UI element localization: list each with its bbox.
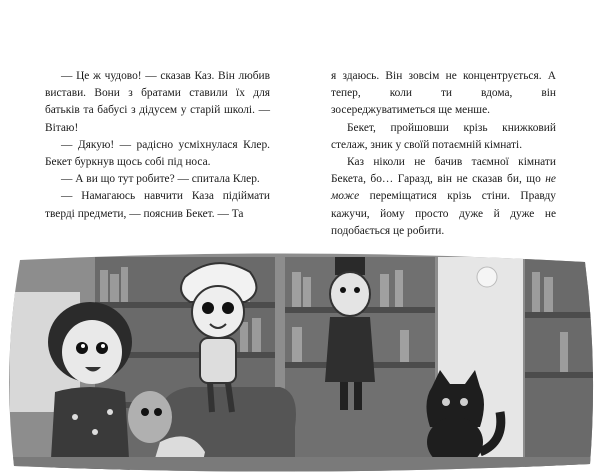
paragraph: — Дякую! — радісно усміхнулася Клер. Бекет буркнув щось собі під носа.	[45, 138, 270, 169]
bookshelf-right	[525, 257, 600, 467]
ghost-kids-library-illustration	[0, 252, 600, 475]
left-text-column	[45, 68, 270, 223]
paragraph: Бекет, пройшовши крізь книжковий стелаж, зник у своїй потаємній кімнаті.	[331, 121, 556, 151]
paragraph: я здаюсь. Він зовсім не концентрується. А тепер, коли ти вдома, він зосереджуватиметься ще менше.	[331, 70, 556, 117]
right-text-column	[331, 68, 556, 240]
paragraph: — Намагаюсь навчити Каза підіймати тверді предмети, — пояснив Бекет. — Та	[45, 190, 270, 220]
paragraph	[331, 154, 556, 240]
paragraph: — А ви що тут робите? — спитала Клер.	[61, 173, 260, 186]
text-span: переміщатися крізь стіни. Правду кажучи, йому просто дуже й дуже не подобається це робити.	[331, 190, 556, 237]
text-span: Каз ніколи не бачив таємної кімнати Бекета, бо… Гаразд, він не сказав би, що	[331, 156, 556, 186]
emphasis-text: не може	[331, 173, 556, 203]
paragraph: — Це ж чудово! — сказав Каз. Він любив вистави. Вони з братами ставили їх для батьків та бабусі з дідусем у старій школі. — Вітаю!	[45, 70, 270, 134]
